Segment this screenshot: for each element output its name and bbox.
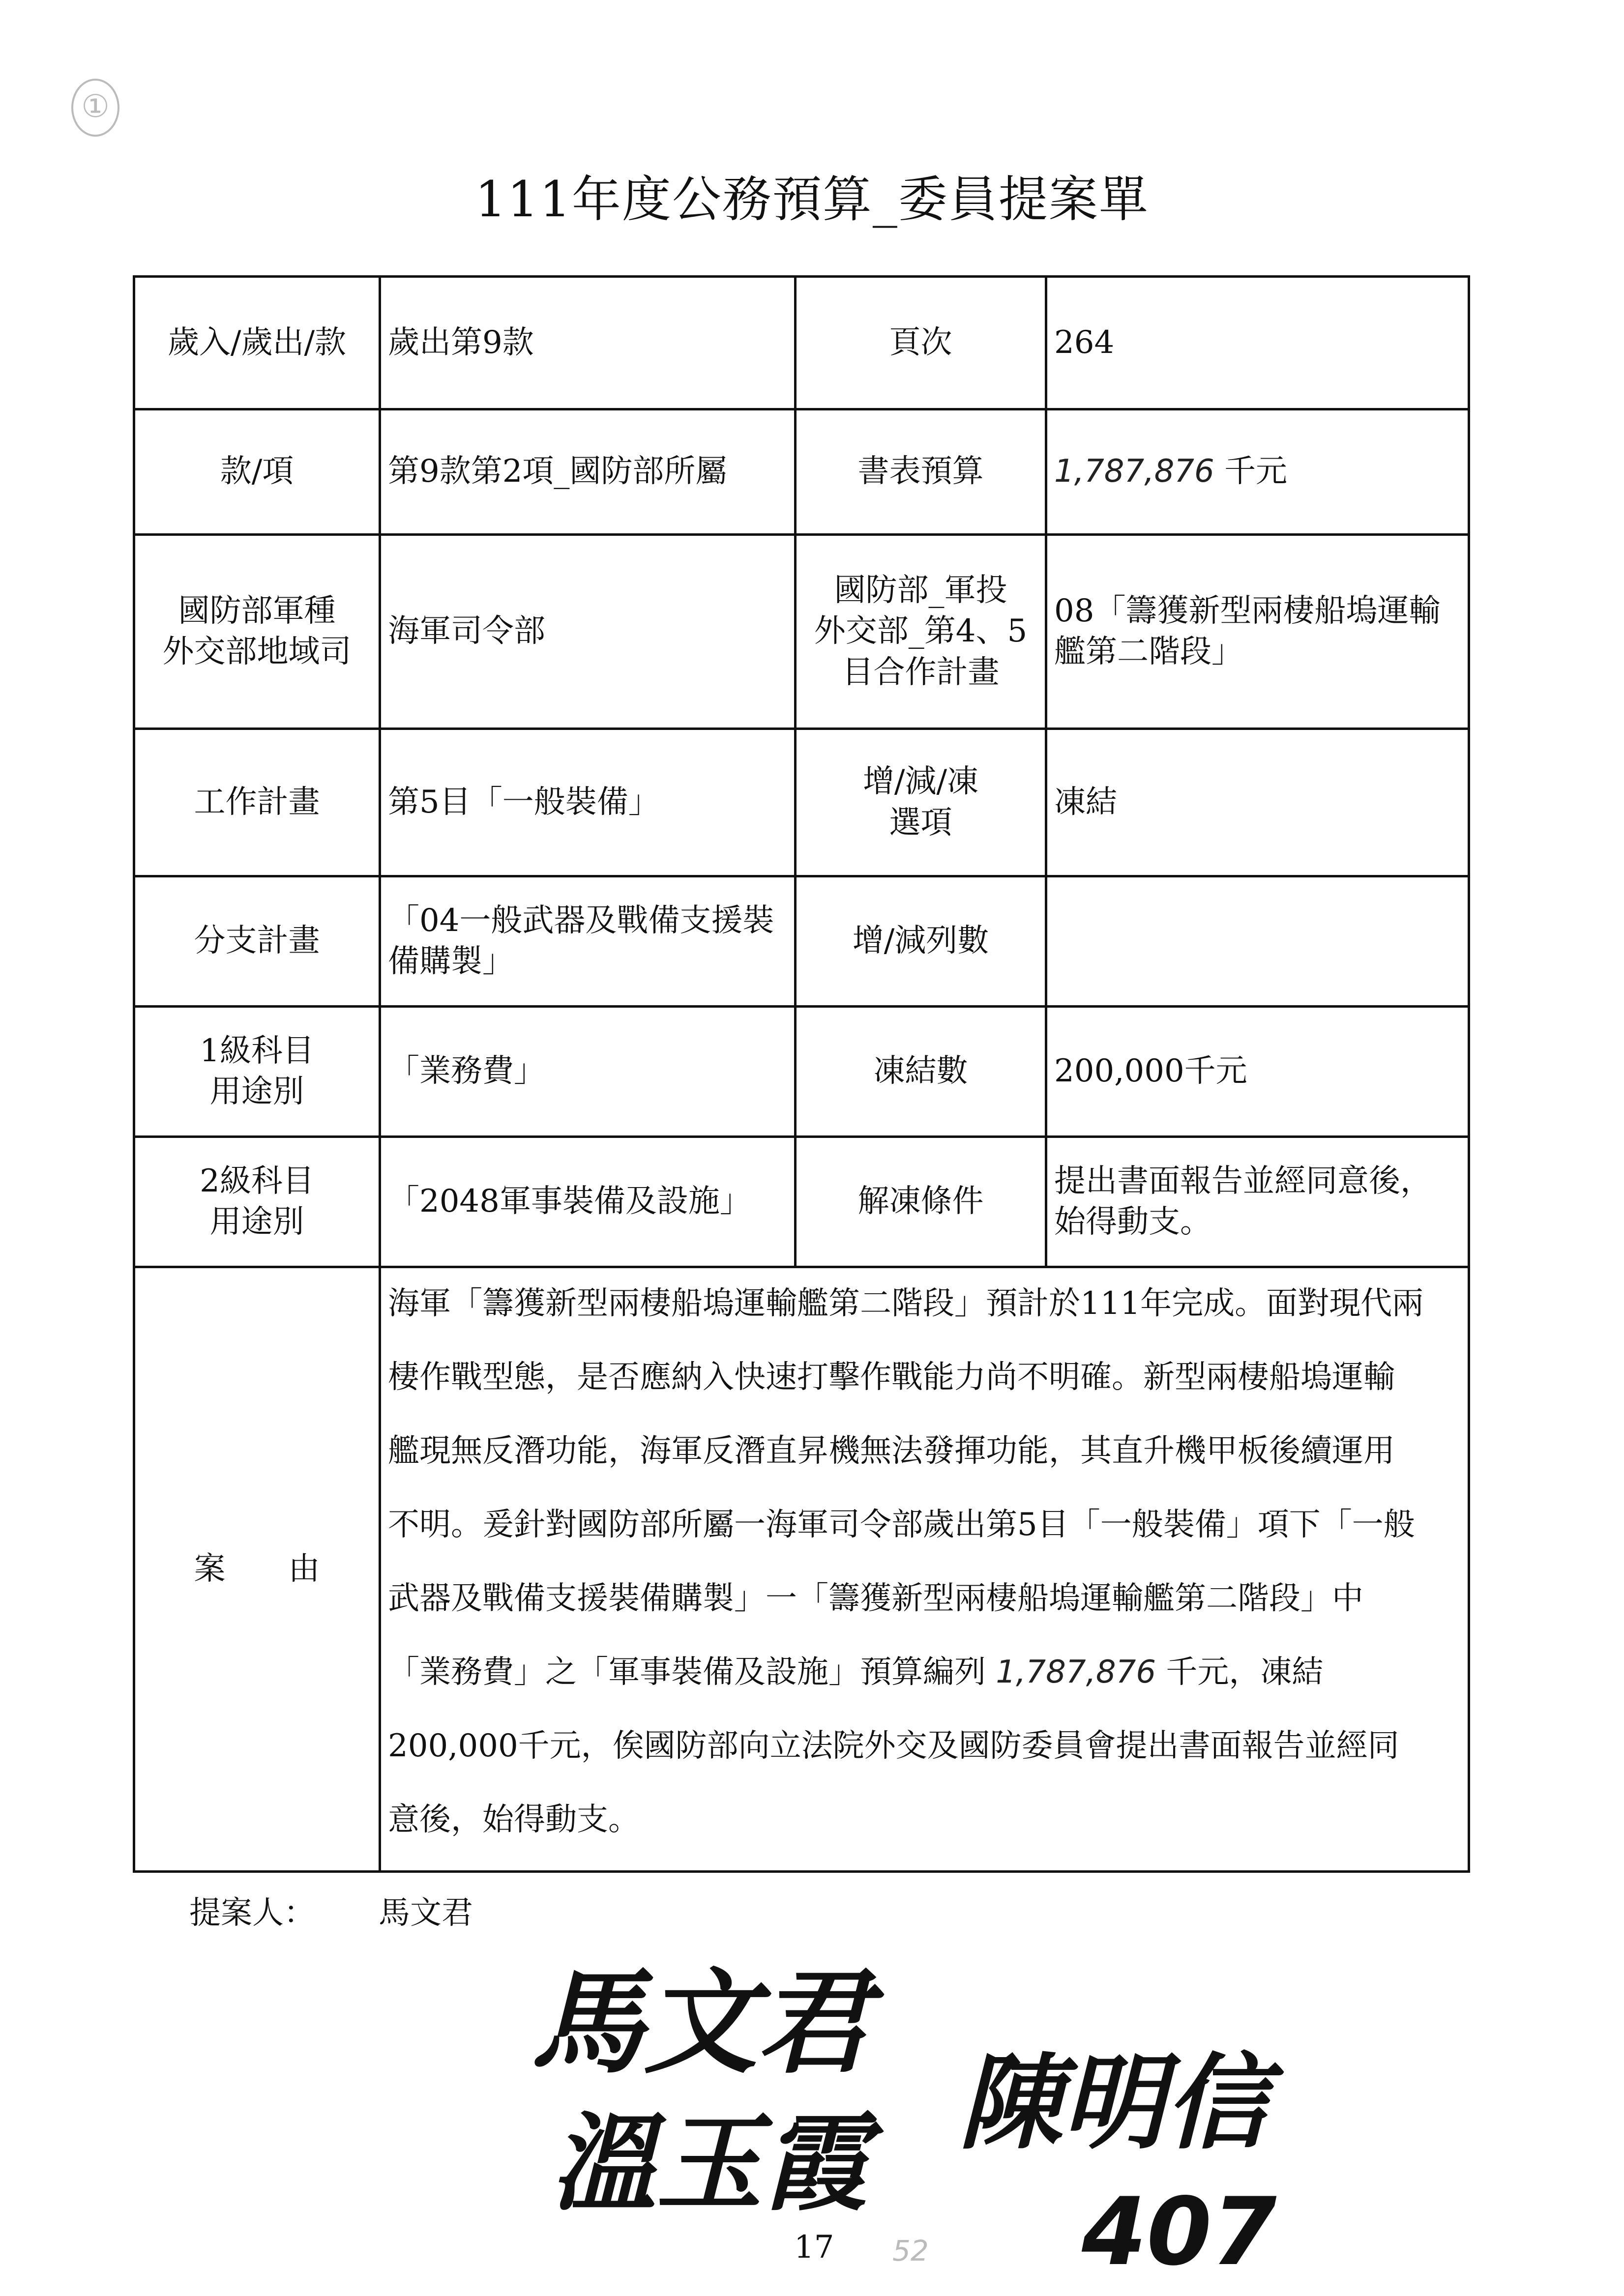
label-cell: 1級科目 用途別 — [134, 1007, 380, 1137]
reason-line: 海軍「籌獲新型兩棲船塢運輸艦第二階段」預計於111年完成。面對現代兩 — [388, 1285, 1424, 1322]
signature-1: 馬文君 — [531, 1958, 870, 2089]
value-cell: 「業務費」 — [380, 1007, 796, 1137]
budget-unit: 千元 — [1224, 453, 1288, 490]
reason-line — [388, 1648, 1461, 1721]
reason-line: 不明。爰針對國防部所屬一海軍司令部歲出第5目「一般裝備」項下「一般 — [388, 1507, 1415, 1543]
value-cell: 海軍司令部 — [380, 535, 796, 729]
reason-line: 200,000千元，俟國防部向立法院外交及國防委員會提出書面報告並經同 — [388, 1728, 1399, 1764]
value-cell: 「04一般武器及戰備支援裝備購製」 — [380, 876, 796, 1007]
proposal-form-table — [133, 275, 1470, 1873]
reason-line: 武器及戰備支援裝備購製」一「籌獲新型兩棲船塢運輸艦第二階段」中 — [388, 1580, 1363, 1617]
label-cell: 國防部_軍投 外交部_第4、5 目合作計畫 — [796, 535, 1046, 729]
label-cell: 凍結數 — [796, 1007, 1046, 1137]
label-cell: 分支計畫 — [134, 876, 380, 1007]
value-cell: 200,000千元 — [1046, 1007, 1469, 1137]
value-cell: 提出書面報告並經同意後，始得動支。 — [1046, 1137, 1469, 1267]
page-title: 111年度公務預算_委員提案單 — [475, 171, 1149, 228]
value-cell: 凍結 — [1046, 729, 1469, 876]
signature-3: 陳明信 — [959, 2043, 1269, 2163]
form-row — [134, 409, 1469, 535]
budget-value-cell — [1046, 409, 1469, 535]
label-cell: 款/項 — [134, 409, 380, 535]
form-row — [134, 535, 1469, 729]
form-row — [134, 1007, 1469, 1137]
handwritten-amount: 1,787,876 — [996, 1654, 1156, 1690]
label-cell: 頁次 — [796, 277, 1046, 409]
corner-circle-mark: ① — [71, 79, 119, 137]
value-cell: 第9款第2項_國防部所屬 — [380, 409, 796, 535]
proposer-block — [189, 1888, 473, 1933]
value-cell: 264 — [1046, 277, 1469, 409]
handwritten-number: 407 — [1082, 2178, 1277, 2286]
form-row — [134, 729, 1469, 876]
reason-line: 艦現無反潛功能，海軍反潛直昇機無法發揮功能，其直升機甲板後續運用 — [388, 1433, 1395, 1469]
value-cell: 「2048軍事裝備及設施」 — [380, 1137, 796, 1267]
form-row — [134, 876, 1469, 1007]
proposer-name: 馬文君 — [379, 1895, 473, 1931]
value-cell: 第5目「一般裝備」 — [380, 729, 796, 876]
reason-line-suffix: 千元，凍結 — [1166, 1654, 1324, 1690]
reason-text — [380, 1267, 1469, 1872]
reason-line: 棲作戰型態，是否應納入快速打擊作戰能力尚不明確。新型兩棲船塢運輸 — [388, 1359, 1395, 1395]
value-cell: 08「籌獲新型兩棲船塢運輸艦第二階段」 — [1046, 535, 1469, 729]
reason-row — [134, 1267, 1469, 1872]
reason-label: 案 由 — [134, 1267, 380, 1872]
label-cell: 增/減列數 — [796, 876, 1046, 1007]
proposer-label: 提案人： — [189, 1895, 315, 1931]
value-cell — [1046, 876, 1469, 1007]
form-row — [134, 1137, 1469, 1267]
label-cell: 解凍條件 — [796, 1137, 1046, 1267]
label-cell: 歲入/歲出/款 — [134, 277, 380, 409]
reason-line-prefix: 「業務費」之「軍事裝備及設施」預算編列 — [388, 1654, 986, 1690]
signature-2: 溫玉霞 — [551, 2102, 868, 2225]
reason-line: 意後，始得動支。 — [388, 1802, 640, 1838]
label-cell: 2級科目 用途別 — [134, 1137, 380, 1267]
label-cell: 工作計畫 — [134, 729, 380, 876]
form-row — [134, 277, 1469, 409]
label-cell: 書表預算 — [796, 409, 1046, 535]
label-cell: 增/減/凍 選項 — [796, 729, 1046, 876]
label-cell: 國防部軍種 外交部地域司 — [134, 535, 380, 729]
faint-page-mark: 52 — [892, 2234, 929, 2267]
handwritten-budget-amount: 1,787,876 — [1054, 453, 1214, 490]
value-cell: 歲出第9款 — [380, 277, 796, 409]
page-number: 17 — [794, 2229, 834, 2266]
